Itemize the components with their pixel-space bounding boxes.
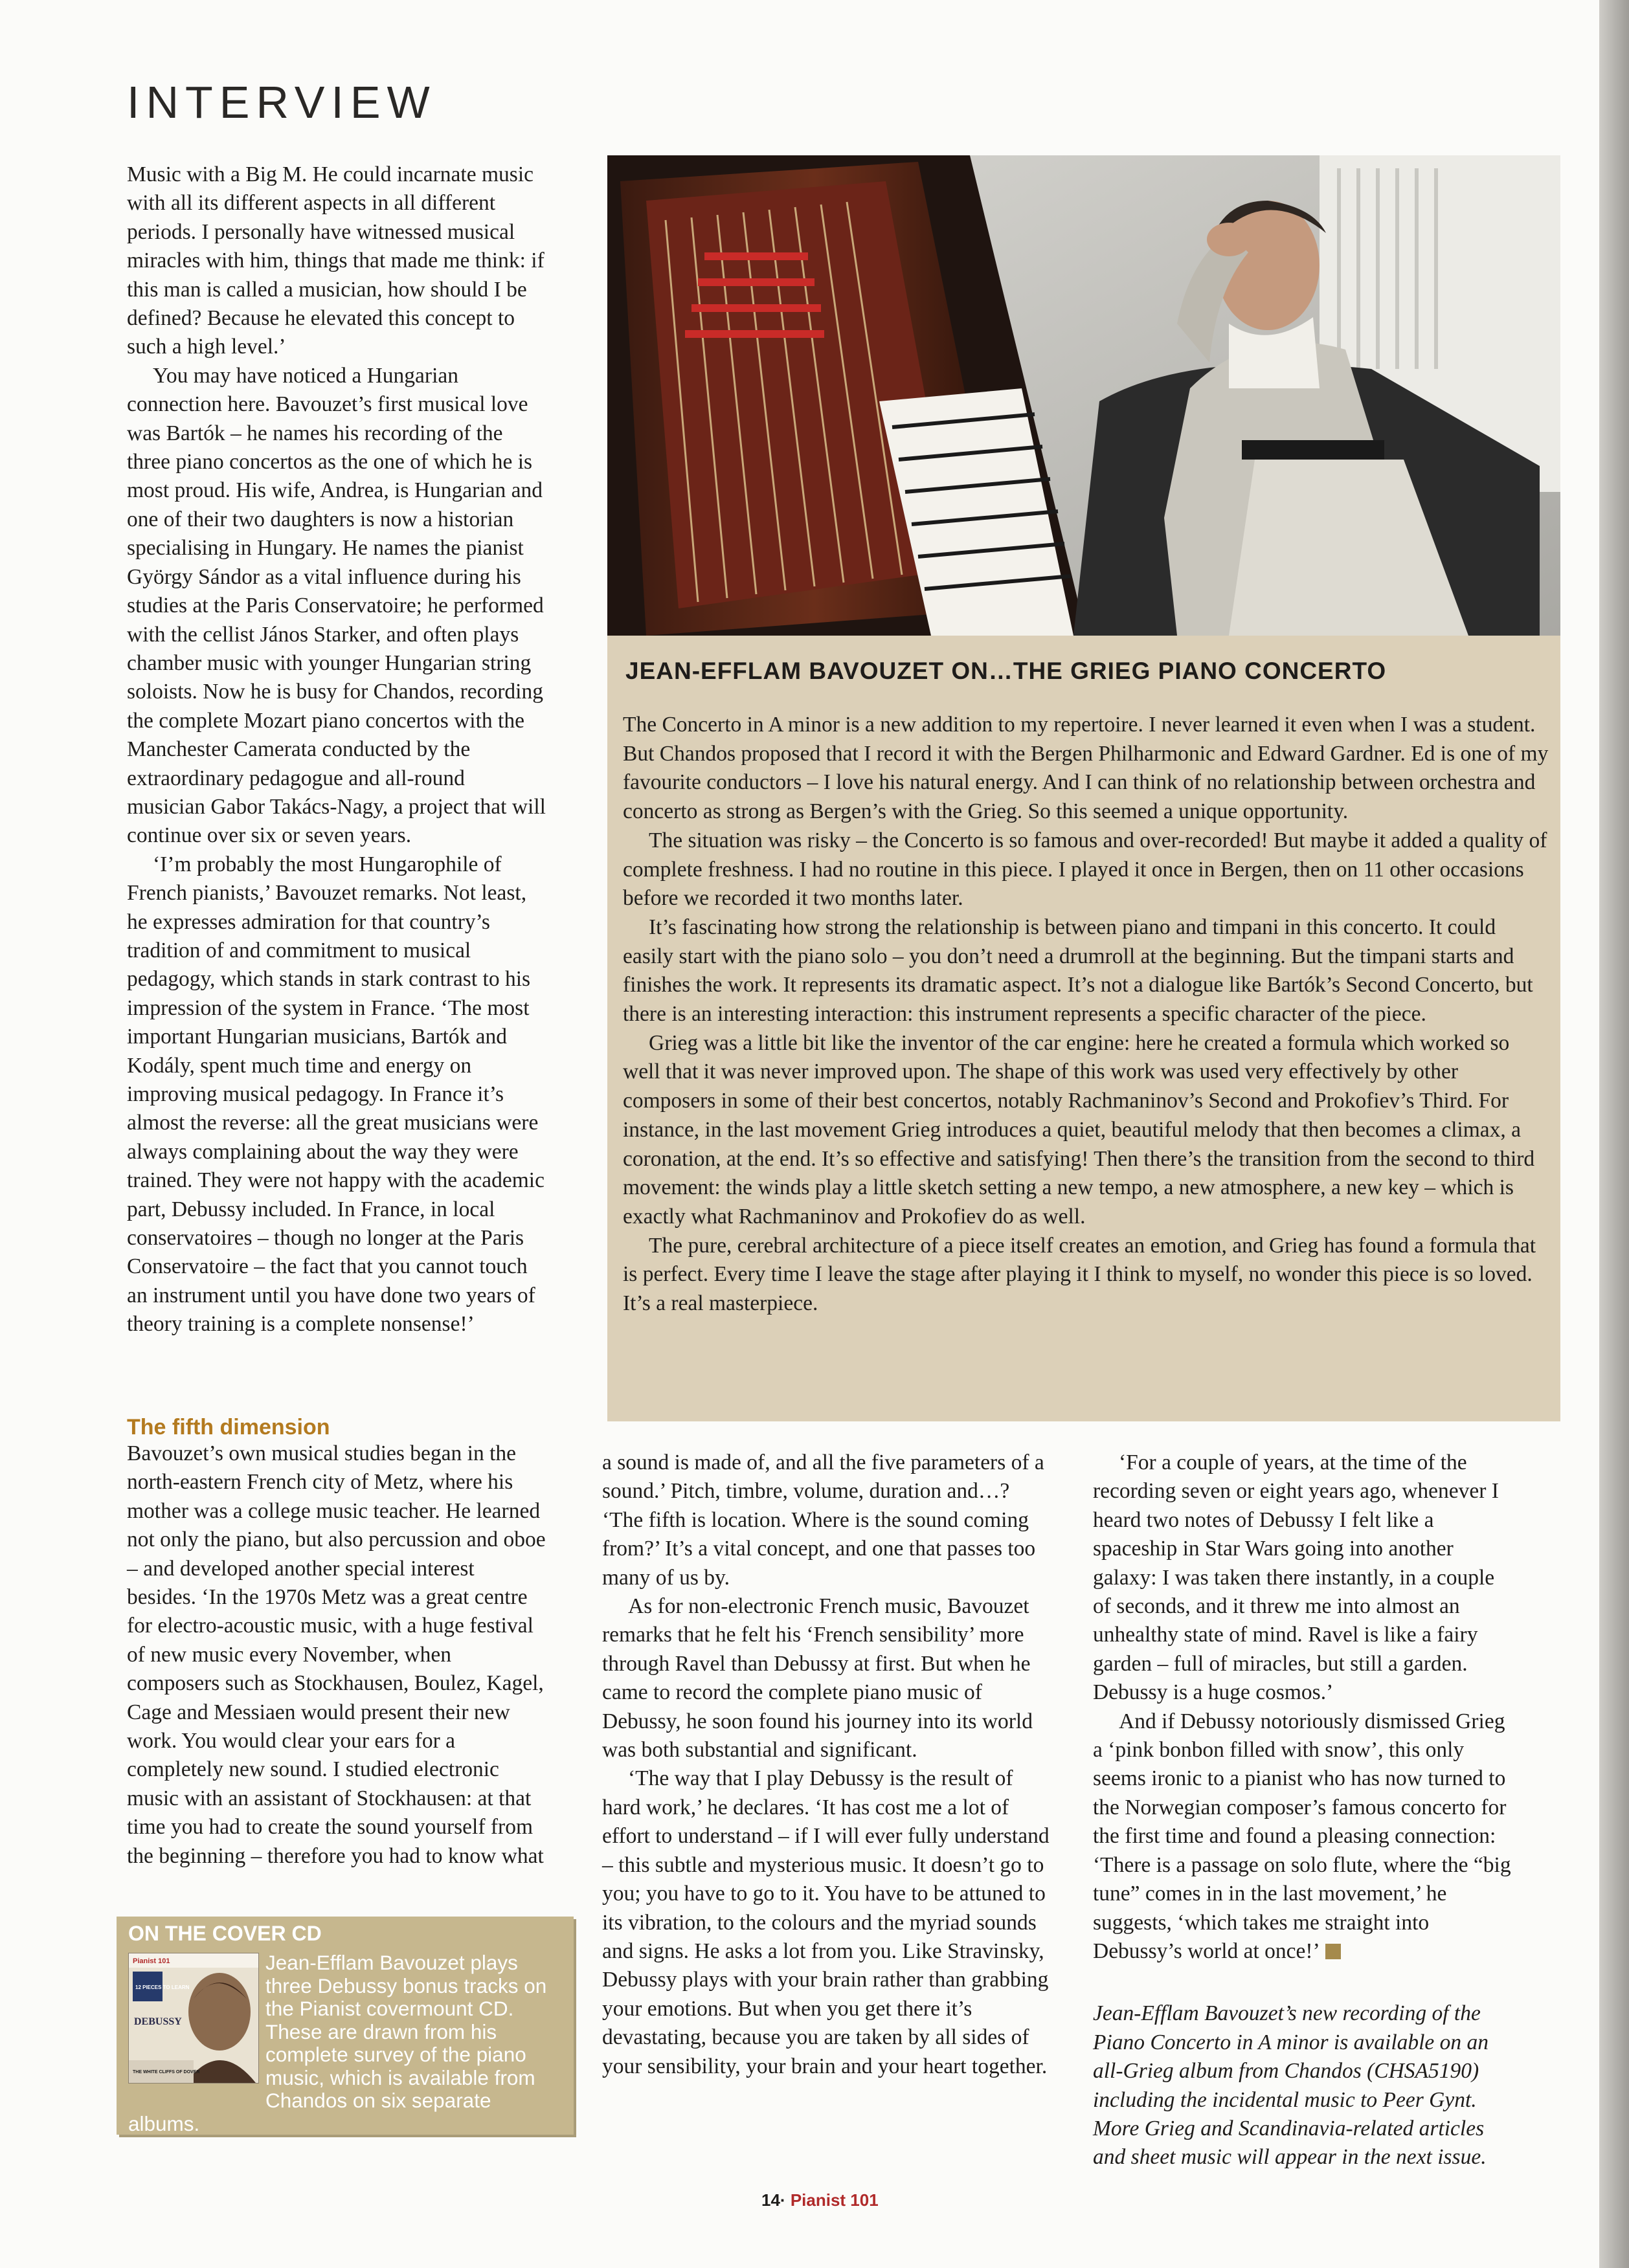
page-edge [1599,0,1629,2268]
cd-bottom-title: THE WHITE CLIFFS OF DOVER [133,2070,200,2074]
cd-subject: DEBUSSY [134,2016,182,2027]
cover-cd-text: Jean-Efflam Bavouzet plays three Debussy bonus tracks on the Pianist covermount CD. These are drawn from his complete survey of the piano music, which is available from Chandos on six separate albums. [128,1951,547,2135]
article-paragraph: You may have noticed a Hungarian connection here. Bavouzet’s first musical love was Bartók – he names his recording of the three piano concertos as the one of which he is most proud. His wife, Andrea, is Hungarian and one of their two daughters is now a historian specialising in Hungary. He names the pianist György Sándor as a vital influence during his studies at the Paris Conservatoire; he performed with the cellist János Starker, and often plays chamber music with younger Hungarian string soloists. Now he is busy for Chandos, recording the complete Mozart piano concertos with the Manchester Camerata conducted by the extraordinary pedagogue and all-round musician Gabor Takács-Nagy, a project that will continue over six or seven years. [127,363,546,848]
article-paragraph: Music with a Big M. He could incarnate music with all its different aspects in all different periods. I personally have witnessed musical miracles with him, things that made me think: if this man is called a musician, how should I be defined? Because he elevated this concept to such a high level.’ [127,162,545,359]
cover-cd-box [117,1917,574,2135]
article-paragraph: ‘I’m probably the most Hungarophile of French pianists,’ Bavouzet remarks. Not least, he expresses admiration for that country’s tradition of and commitment to musical pedagogy, which stands in stark contrast to his impression of the system in France. ‘The most important Hungarian musicians, Bartók and Kodály, spent much time and energy on improving musical pedagogy. In France it’s almost the reverse: all the great musicians were always complaining about the way they were trained. They were not happy with the academic part, Debussy included. In France, in local conservatoires – though no longer at the Paris Conservatoire – the fact that you cannot touch an instrument until you have done two years of theory training is a complete nonsense!’ [127,852,545,1337]
sidebar-paragraph: The Concerto in A minor is a new addition to my repertoire. I never learned it even when I was a student. But Chandos proposed that I record it with the Bergen Philharmonic and Edward Gardner. Ed is one of my favourite conductors – I love his natural energy. And I can think of no relationship between orchestra and concerto as strong as Bergen’s with the Grieg. So this seemed a unique opportunity. [623,713,1549,824]
cover-cd-text-block [128,1951,562,2135]
recording-credit: Jean-Efflam Bavouzet’s new recording of the Piano Concerto in A minor is available on an all-Grieg album from Chandos (CHSA5190) including the incidental music to Peer Gynt. More Grieg and Scandinavia-related articles and sheet music will appear in the next issue. [1093,2001,1489,2170]
pianist-photo [607,155,1560,636]
folio-separator: · [780,2190,791,2210]
sidebar-paragraph: The situation was risky – the Concerto is so famous and over-recorded! But maybe it added a quality of complete freshness. I had no routine in this piece. I played it once in Bergen, then on 11 other occasions before we recorded it two months later. [623,828,1547,911]
article-column-1-lower [127,1440,548,1871]
article-column-1 [127,161,548,1339]
sidebar-paragraph: Grieg was a little bit like the inventor of the car engine: here he created a formula which worked so well that it was never improved upon. The shape of this work was used very effectively by other composers in some of their best concertos, notably Rachmaninov’s Second and Prokofiev’s Third. For instance, in the last movement Grieg introduces a quiet, beautiful melody that then becomes a climax, a coronation, at the end. It’s so effective and satisfying! Then there’s the transition from the second to third movement: the winds play a little sketch setting a new tempo, a new atmosphere, a new key – which is exactly what Rachmaninov and Prokofiev do as well. [623,1030,1535,1228]
article-paragraph: As for non-electronic French music, Bavouzet remarks that he felt his ‘French sensibility’ more through Ravel than Debussy at first. But when he came to record the complete piano music of Debussy, he soon found his journey into its world was both substantial and significant. [602,1594,1033,1762]
sidebar-heading: JEAN-EFFLAM BAVOUZET ON…THE GRIEG PIANO CONCERTO [625,658,1387,684]
article-paragraph: a sound is made of, and all the five parameters of a sound.’ Pitch, timbre, volume, duration and…? ‘The fifth is location. Where is the sound coming from?’ It’s a vital concept, and one that passes too many of us by. [602,1451,1044,1590]
sidebar-paragraph: The pure, cerebral architecture of a piece itself creates an emotion, and Grieg has found a formula that is perfect. Every time I leave the stage after playing it I think to myself, no wonder this piece is so loved. It’s a real masterpiece. [623,1233,1536,1316]
cd-masthead: Pianist 101 [133,1957,170,1965]
article-paragraph: ‘The way that I play Debussy is the result of hard work,’ he declares. ‘It has cost me a lot of effort to understand – if I will ever fully understand – this subtle and mysterious music. It doesn’t go to you; you have to go to it. You have to be attuned to its vibration, to the colours and the myriad sounds and signs. He asks a lot from you. Like Stravinsky, Debussy plays with your brain rather than grabbing your emotions. But when you get there it’s devastating, because you are taken by all sides of your sensibility, your brain and your heart together. [602,1766,1050,2078]
page-number: 14 [761,2190,780,2210]
end-mark-icon [1325,1944,1341,1959]
cover-cd-heading: ON THE COVER CD [128,1922,322,1945]
sidebar-grieg-concerto [607,636,1560,1421]
final-paragraph-text: And if Debussy notoriously dismissed Grieg a ‘pink bonbon filled with snow’, this only seems ironic to a pianist who has now turned to the Norwegian composer’s famous concerto for the first time and found a pleasing connection: ‘There is a passage on solo flute, where the “big tune” comes in in the last movement,’ he suggests, ‘which takes me straight into Debussy’s world at once!’ [1093,1709,1511,1963]
photo-illustration [607,155,1560,636]
cover-text-spacer [128,1951,265,2090]
page-folio [761,2190,879,2210]
cd-title: 12 PIECES TO LEARN [135,1984,190,1990]
subheading: The fifth dimension [127,1415,330,1440]
article-column-3 [1093,1449,1518,2172]
article-paragraph: ‘For a couple of years, at the time of the recording seven or eight years ago, whenever I heard two notes of Debussy I felt like a spaceship in Star Wars going into another galaxy: I was taken there instantly, in a couple of seconds, and it threw me into almost an unhealthy state of mind. Ravel is like a fairy garden – full of miracles, but still a garden. Debussy is a huge cosmos.’ [1093,1451,1499,1705]
article-paragraph: Bavouzet’s own musical studies began in the north-eastern French city of Metz, where his mother was a college music teacher. He learned not only the piano, but also percussion and oboe – and developed another special interest besides. ‘In the 1970s Metz was a great centre for electro-acoustic music, with a huge festival of new music every November, when composers such as Stockhausen, Boulez, Kagel, Cage and Messiaen would present their new work. You would clear your ears for a completely new sound. I studied electronic music with an assistant of Stockhausen: at that time you had to create the sound yourself from the beginning – therefore you had to know what [127,1441,546,1868]
section-title: INTERVIEW [127,77,436,128]
article-paragraph-final [1093,1707,1518,1966]
sidebar-paragraph: It’s fascinating how strong the relationship is between piano and timpani in this concerto. It could easily start with the piano solo – you don’t need a drumroll at the beginning. But the timpani starts and finishes the work. It represents its dramatic aspect. It’s not a dialogue like Bartók’s Second Concerto, but there is an interesting interaction: this instrument represents a specific character of the piece. [623,915,1533,1027]
magazine-name: Pianist 101 [790,2190,879,2210]
article-column-2 [602,1449,1055,2081]
sidebar-body [623,711,1551,1318]
